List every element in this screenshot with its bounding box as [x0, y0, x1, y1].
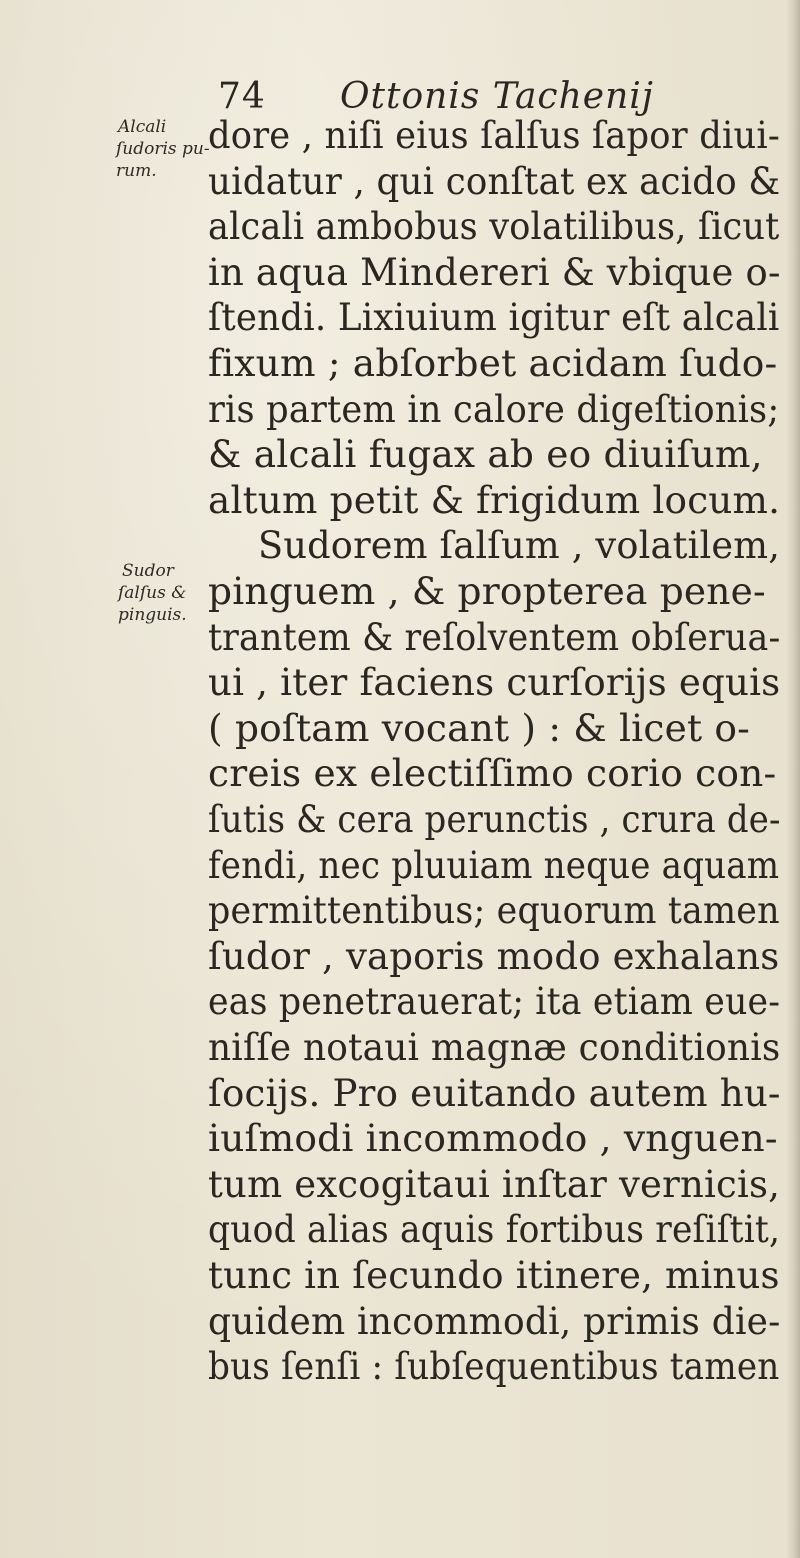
text-line: quidem incommodi, primis die- [208, 1298, 781, 1343]
marginal-note-line: Alcali [118, 117, 167, 137]
text-line: Sudorem ſalſum , volatilem, [258, 523, 781, 568]
text-line: bus ſenſi : ſubſequentibus tamen [208, 1344, 780, 1389]
marginal-note-sudor [118, 560, 208, 626]
marginal-note-line: Sudor [122, 561, 174, 581]
text-line: ſudor , vaporis modo exhalans [208, 933, 780, 978]
text-line: quod alias aquis fortibus reſiſtit, [208, 1207, 781, 1252]
marginal-note-line: ſudoris pu- [116, 139, 210, 159]
text-line: ui , iter faciens curſorijs equis [208, 660, 781, 705]
text-line: eas penetrauerat; ita etiam eue- [208, 979, 781, 1024]
text-line: ( poſtam vocant ) : & licet o- [208, 705, 751, 750]
text-line: ſutis & cera perunctis , crura de- [208, 797, 781, 841]
text-line: dore , niſi eius ſalſus ſapor diui- [208, 113, 780, 157]
page-edge-shadow [786, 0, 800, 1558]
marginal-note-alcali [118, 116, 208, 182]
text-line: altum petit & frigidum locum. [208, 477, 781, 522]
text-line: creis ex electiſſimo corio con- [208, 751, 777, 796]
text-line: uidatur , qui conſtat ex acido & [208, 158, 781, 203]
page-number: 74 [218, 76, 266, 117]
text-line: tum excogitaui inſtar vernicis, [208, 1161, 781, 1206]
text-line: in aqua Mindereri & vbique o- [208, 249, 781, 294]
marginal-note-line: rum. [116, 161, 157, 181]
text-line: permittentibus; equorum tamen [208, 888, 780, 933]
text-line: ſtendi. Lixiuium igitur eſt alcali [208, 295, 780, 340]
text-line: fixum ; abſorbet acidam ſudo- [208, 341, 778, 385]
running-head: Ottonis Tachenij [340, 76, 654, 117]
text-line: alcali ambobus volatilibus, ſicut [208, 204, 780, 249]
text-line: ris partem in calore digeſtionis; [208, 386, 780, 431]
text-line: pinguem , & propterea pene- [208, 569, 766, 613]
text-line: ſocijs. Pro euitando autem hu- [208, 1070, 781, 1115]
marginal-note-line: pinguis. [118, 605, 187, 625]
text-line: iuſmodi incommodo , vnguen- [208, 1116, 778, 1161]
text-line: tunc in ſecundo itinere, minus [208, 1253, 780, 1297]
text-line: trantem & reſolventem obſerua- [208, 614, 781, 659]
text-line: fendi, nec pluuiam neque aquam [208, 842, 780, 887]
text-line: niſſe notaui magnæ conditionis [208, 1025, 781, 1069]
text-line: & alcali fugax ab eo diuiſum, [208, 432, 763, 477]
marginal-note-line: ſalſus & [118, 583, 187, 603]
